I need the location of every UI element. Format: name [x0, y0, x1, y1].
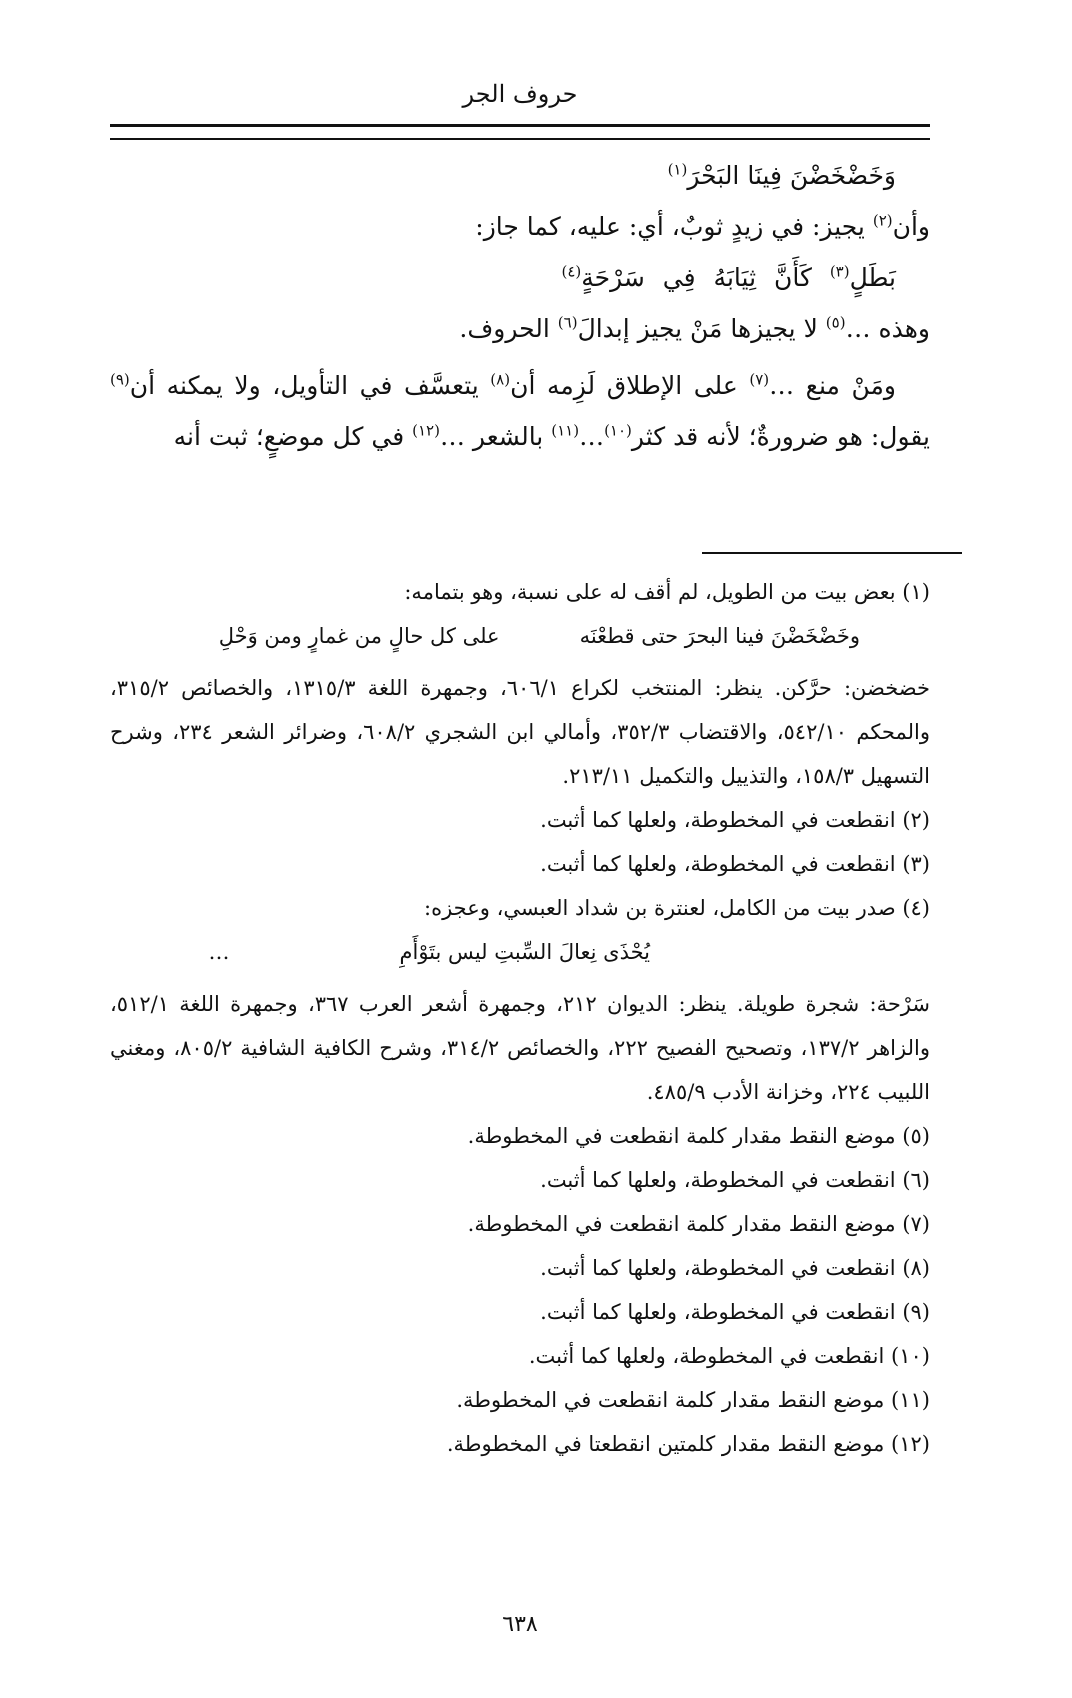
footnote-1-gloss: خضخضن: حرَّكن. ينظر: المنتخب لكراع ٦٠٦/١، وجمهرة اللغة ١٣١٥/٣، والخصائص ٣١٥/٢، والمحكم ٥٤٢/١٠، والاقتضاب ٣٥٢/٣، وأمالي ابن الشجري ٦٠٨/٢، وضرائر الشعر ٢٣٤، وشرح التسهيل ١٥٨/٣، والتذييل والتكميل ٢١٣/١١. [110, 676, 930, 788]
footnote-ref-7[interactable]: (٧) [749, 370, 770, 389]
text-line-4: وهذه …$^{(٥)}$ لا يجيزها مَنْ يجيز إبدالَ$^{(٦)}$ الحروف. [459, 313, 930, 343]
footnote-2: (٢) انقطعت في المخطوطة، ولعلها كما أثبت. [540, 808, 930, 832]
footnote-ref-4[interactable]: (٤) [561, 262, 582, 281]
verse-hemistich-right: وخَضْخَضْنَ فينا البحرَ حتى قطعْنَه [579, 624, 860, 648]
text-line-2: وأن$^{(٢)}$ يجيز: في زيدٍ ثوبٌ، أي: عليه، كما جاز: [475, 211, 930, 241]
footnotes [110, 570, 930, 1466]
footnote-4-verse [110, 930, 930, 974]
footnote-5: (٥) موضع النقط مقدار كلمة انقطعت في المخطوطة. [467, 1124, 930, 1148]
footnote-ref-11[interactable]: (١١) [551, 421, 580, 440]
running-header: حروف الجر [462, 80, 578, 108]
footnote-1-verse [110, 614, 930, 658]
footnote-6: (٦) انقطعت في المخطوطة، ولعلها كما أثبت. [540, 1168, 930, 1192]
footnote-ref-10[interactable]: (١٠) [604, 421, 632, 440]
verse-line-2: بَطَلٍ$^{(٣)}$ كَأَنَّ ثِيَابَهُ فِي سَرْحَةٍ$^{(٤)}$ [561, 262, 896, 292]
footnote-12: (١٢) موضع النقط مقدار كلمتين انقطعتا في المخطوطة. [446, 1432, 930, 1456]
footnote-ref-8[interactable]: (٨) [490, 370, 511, 389]
footnote-3: (٣) انقطعت في المخطوطة، ولعلها كما أثبت. [540, 852, 930, 876]
footnote-ref-6[interactable]: (٦) [557, 313, 578, 332]
paragraph: ومَنْ منع …$^{(٧)}$ على الإطلاق لَزِمه أن$^{(٨)}$ يتعسَّف في التأويل، ولا يمكنه أن$^{(٩)}$ يقول: هو ضرورةٌ؛ لأنه قد كثر$^{(١٠)}$…$^{(١١)}$ بالشعر …$^{(١٢)}$ في كل موضعٍ؛ ثبت أنه [110, 370, 930, 451]
footnote-ref-2[interactable]: (٢) [872, 211, 893, 230]
footnote-8: (٨) انقطعت في المخطوطة، ولعلها كما أثبت. [540, 1256, 930, 1280]
footnote-10: (١٠) انقطعت في المخطوطة، ولعلها كما أثبت. [528, 1344, 930, 1368]
footnote-4: (٤) صدر بيت من الكامل، لعنترة بن شداد العبسي، وعجزه: [424, 896, 930, 920]
footnote-ref-12[interactable]: (١٢) [412, 421, 440, 440]
footnote-ref-3[interactable]: (٣) [829, 262, 850, 281]
footnote-11: (١١) موضع النقط مقدار كلمة انقطعت في المخطوطة. [456, 1388, 930, 1412]
main-text [110, 150, 930, 462]
footnote-ref-5[interactable]: (٥) [825, 313, 846, 332]
verse-hemistich-right: … [208, 940, 230, 964]
footnote-ref-1[interactable]: (١) [667, 160, 688, 179]
footnote-separator [702, 552, 962, 554]
footnote-1: (١) بعض بيت من الطويل، لم أقف له على نسبة، وهو بتمامه: [404, 580, 930, 604]
header-rule-thick [110, 124, 930, 127]
footnote-7: (٧) موضع النقط مقدار كلمة انقطعت في المخطوطة. [467, 1212, 930, 1236]
page-number: ٦٣٨ [502, 1612, 538, 1637]
footnote-ref-9[interactable]: (٩) [110, 370, 130, 389]
footnote-9: (٩) انقطعت في المخطوطة، ولعلها كما أثبت. [540, 1300, 930, 1324]
header-rule-thin [110, 138, 930, 140]
verse-hemistich-left: على كل حالٍ من غمارٍ ومن وَحْلِ [218, 624, 500, 648]
verse-line-1: وَخَضْخَضْنَ فِينَا البَحْرَ$^{(١)}$ [667, 160, 896, 190]
footnote-4-gloss: سَرْحة: شجرة طويلة. ينظر: الديوان ٢١٢، وجمهرة أشعر العرب ٣٦٧، وجمهرة اللغة ٥١٢/١، والزاهر ١٣٧/٢، وتصحيح الفصيح ٢٢٢، والخصائص ٣١٤/٢، وشرح الكافية الشافية ٨٠٥/٢، ومغني اللبيب ٢٢٤، وخزانة الأدب ٤٨٥/٩. [110, 992, 930, 1104]
verse-hemistich-left: يُحْذَى نِعالَ السِّبتِ ليس بتَوْأَمِ [399, 940, 650, 964]
